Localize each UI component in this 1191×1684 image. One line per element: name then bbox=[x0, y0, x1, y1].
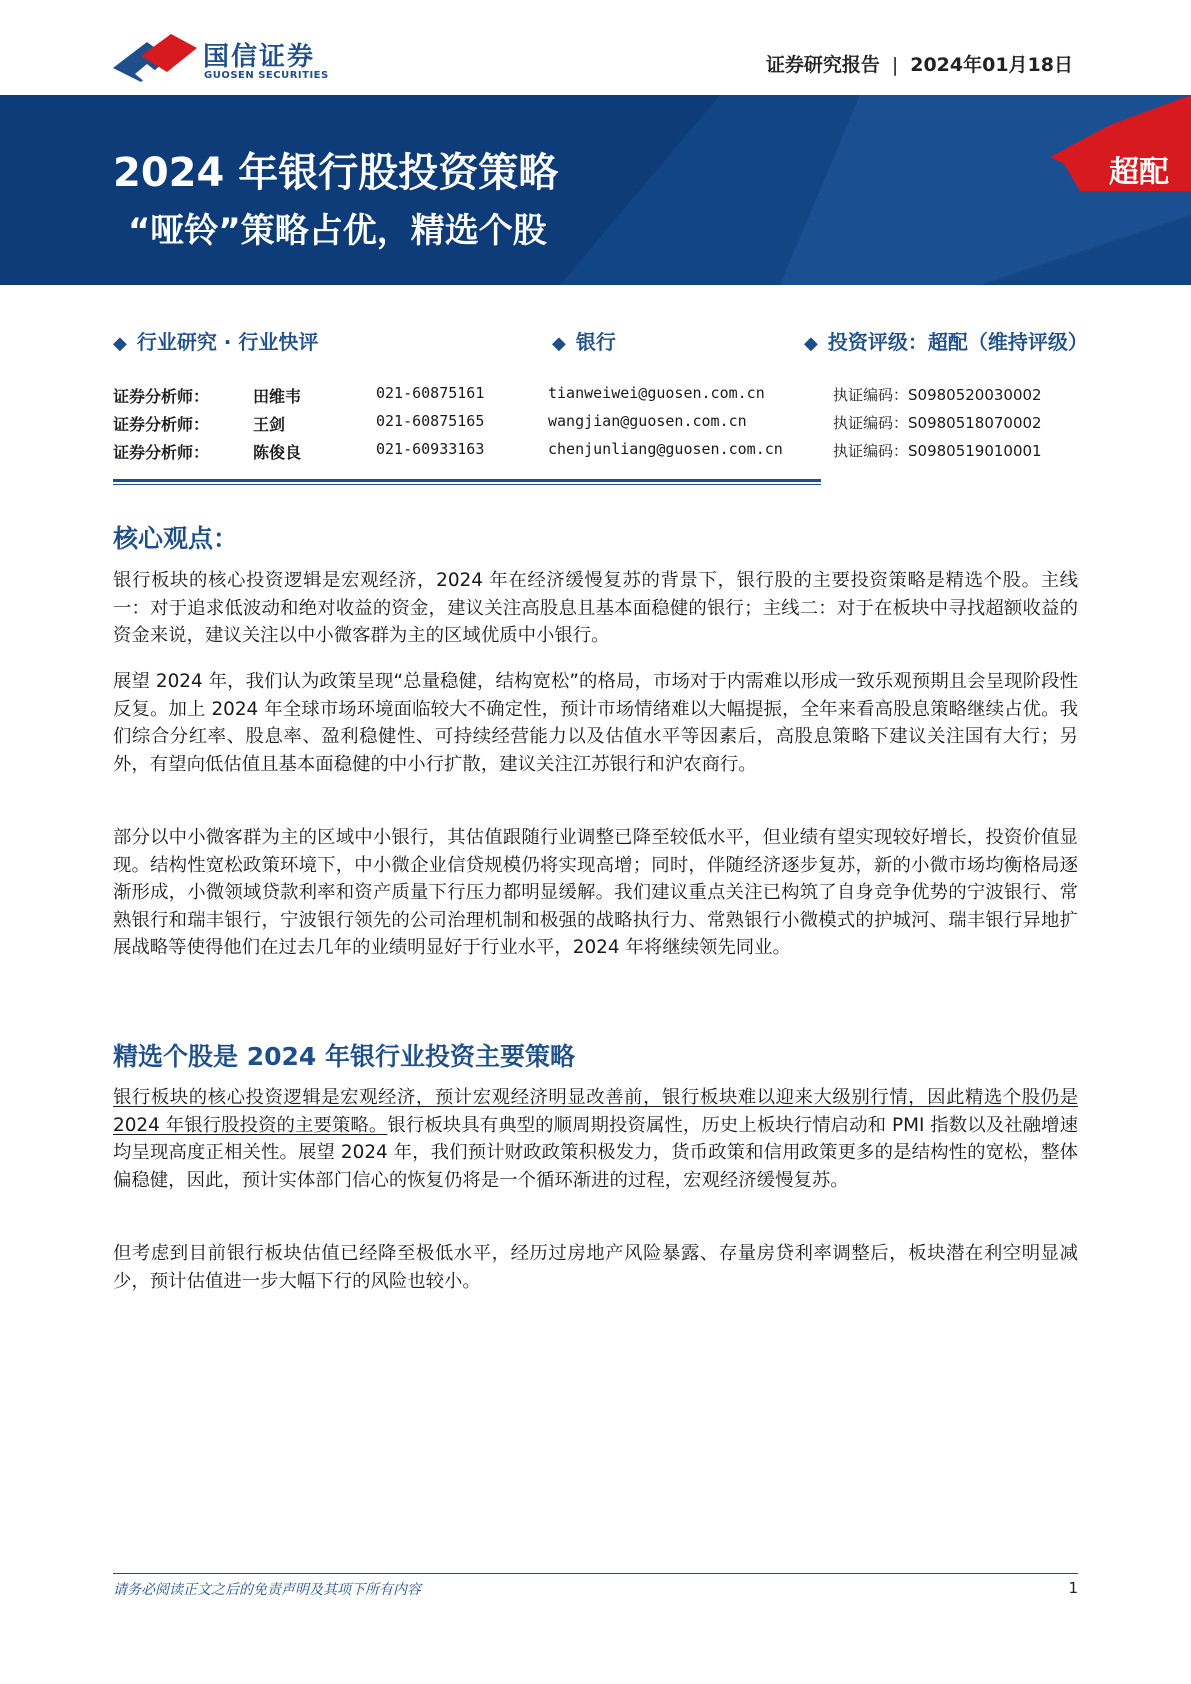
category-label: 投资评级：超配（维持评级） bbox=[827, 330, 1088, 354]
analyst-label: 证券分析师： bbox=[113, 443, 210, 462]
analyst-phone: 021-60875165 bbox=[376, 412, 485, 430]
footer-disclaimer: 请务必阅读正文之后的免责声明及其项下所有内容 bbox=[113, 1582, 421, 1598]
category-sector bbox=[552, 326, 616, 355]
report-date: 2024年01月18日 bbox=[910, 54, 1073, 76]
diamond-icon: ◆ bbox=[804, 333, 818, 354]
header-divider-thin bbox=[113, 484, 821, 485]
diamond-icon: ◆ bbox=[552, 333, 566, 354]
analyst-label: 证券分析师： bbox=[113, 415, 210, 434]
analyst-cert: 执证编码：S0980520030002 bbox=[833, 386, 1042, 404]
guosen-logo bbox=[113, 34, 329, 86]
category-rating bbox=[804, 326, 1088, 355]
header-divider bbox=[113, 479, 821, 482]
analyst-phone: 021-60933163 bbox=[376, 440, 485, 458]
analyst-name: 王剑 bbox=[253, 415, 286, 434]
analyst-label: 证券分析师： bbox=[113, 387, 210, 406]
section2-paragraph-1-rest: 银行板块具有典型的顺周期投资属性，历史上板块行情启动和 PMI 指数以及社融增速均呈现高度正相关性。展望 2024 年，我们预计财政政策积极发力，货币政策和信用政策更多的是结构性的宽松，整体偏稳健，因此，预计实体部门信心的恢复仍将是一个循环渐进的过程，宏观经济缓慢复苏。 bbox=[113, 1114, 1078, 1191]
meta-separator: | bbox=[891, 54, 899, 76]
core-view-paragraph-2: 展望 2024 年，我们认为政策呈现“总量稳健，结构宽松”的格局，市场对于内需难以形成一致乐观预期且会呈现阶段性反复。加上 2024 年全球市场环境面临较大不确定性，预计市场情绪难以大幅提振，全年来看高股息策略继续占优。我们综合分红率、股息率、盈利稳健性、可持续经营能力以及估值水平等因素后，高股息策略下建议关注国有大行；另外，有望向低估值且基本面稳健的中小行扩散，建议关注江苏银行和沪农商行。 bbox=[113, 671, 1078, 775]
category-label: 行业研究 · 行业快评 bbox=[136, 330, 319, 354]
report-type: 证券研究报告 bbox=[765, 54, 880, 76]
core-view-paragraph-3: 部分以中小微客群为主的区域中小银行，其估值跟随行业调整已降至较低水平，但业绩有望实现较好增长，投资价值显现。结构性宽松政策环境下，中小微企业信贷规模仍将实现高增；同时，伴随经济逐步复苏，新的小微市场均衡格局逐渐形成，小微领域贷款利率和资产质量下行压力都明显缓解。我们建议重点关注已构筑了自身竞争优势的宁波银行、常熟银行和瑞丰银行，宁波银行领先的公司治理机制和极强的战略执行力、常熟银行小微模式的护城河、瑞丰银行异地扩展战略等使得他们在过去几年的业绩明显好于行业水平，2024 年将继续领先同业。 bbox=[113, 827, 1078, 959]
key-conclusion-underlined: 银行板块的核心投资逻辑是宏观经济，预计宏观经济明显改善前，银行板块难以迎来大级别行情，因此精选个股仍是 2024 年银行股投资的主要策略。 bbox=[113, 1087, 1078, 1136]
analyst-email: tianweiwei@guosen.com.cn bbox=[548, 384, 765, 402]
guosen-logo-mark bbox=[113, 34, 199, 86]
rating-badge: 超配 bbox=[1109, 155, 1169, 190]
category-label: 银行 bbox=[575, 330, 616, 354]
section2-paragraph-1 bbox=[113, 1084, 1078, 1194]
report-subtitle: “哑铃”策略占优，精选个股 bbox=[128, 211, 547, 251]
report-title: 2024 年银行股投资策略 bbox=[113, 150, 559, 196]
analyst-row bbox=[113, 440, 1093, 468]
core-view-heading: 核心观点： bbox=[113, 524, 239, 553]
page-number: 1 bbox=[1068, 1579, 1078, 1597]
analyst-row bbox=[113, 412, 1093, 440]
analyst-name: 田维韦 bbox=[253, 387, 302, 406]
analyst-email: chenjunliang@guosen.com.cn bbox=[548, 440, 783, 458]
logo-text-en: GUOSEN SECURITIES bbox=[204, 70, 329, 81]
analyst-cert: 执证编码：S0980518070002 bbox=[833, 414, 1042, 432]
analyst-row bbox=[113, 384, 1093, 412]
report-meta bbox=[766, 50, 1073, 77]
logo-text-cn: 国信证券 bbox=[203, 42, 316, 72]
footer-divider bbox=[113, 1573, 1078, 1574]
analyst-phone: 021-60875161 bbox=[376, 384, 485, 402]
title-banner bbox=[0, 95, 1191, 285]
category-industry-research bbox=[113, 326, 318, 355]
analyst-cert: 执证编码：S0980519010001 bbox=[833, 442, 1042, 460]
core-view-paragraph-1: 银行板块的核心投资逻辑是宏观经济，2024 年在经济缓慢复苏的背景下，银行股的主要投资策略是精选个股。主线一：对于追求低波动和绝对收益的资金，建议关注高股息且基本面稳健的银行；主线二：对于在板块中寻找超额收益的资金来说，建议关注以中小微客群为主的区域优质中小银行。 bbox=[113, 570, 1078, 647]
analyst-list bbox=[113, 384, 1093, 468]
section2-paragraph-2: 但考虑到目前银行板块估值已经降至极低水平，经历过房地产风险暴露、存量房贷利率调整后，板块潜在利空明显减少，预计估值进一步大幅下行的风险也较小。 bbox=[113, 1243, 1078, 1292]
section-heading-stock-picking: 精选个股是 2024 年银行业投资主要策略 bbox=[113, 1042, 575, 1071]
analyst-name: 陈俊良 bbox=[253, 443, 302, 462]
analyst-email: wangjian@guosen.com.cn bbox=[548, 412, 747, 430]
diamond-icon: ◆ bbox=[113, 333, 127, 354]
